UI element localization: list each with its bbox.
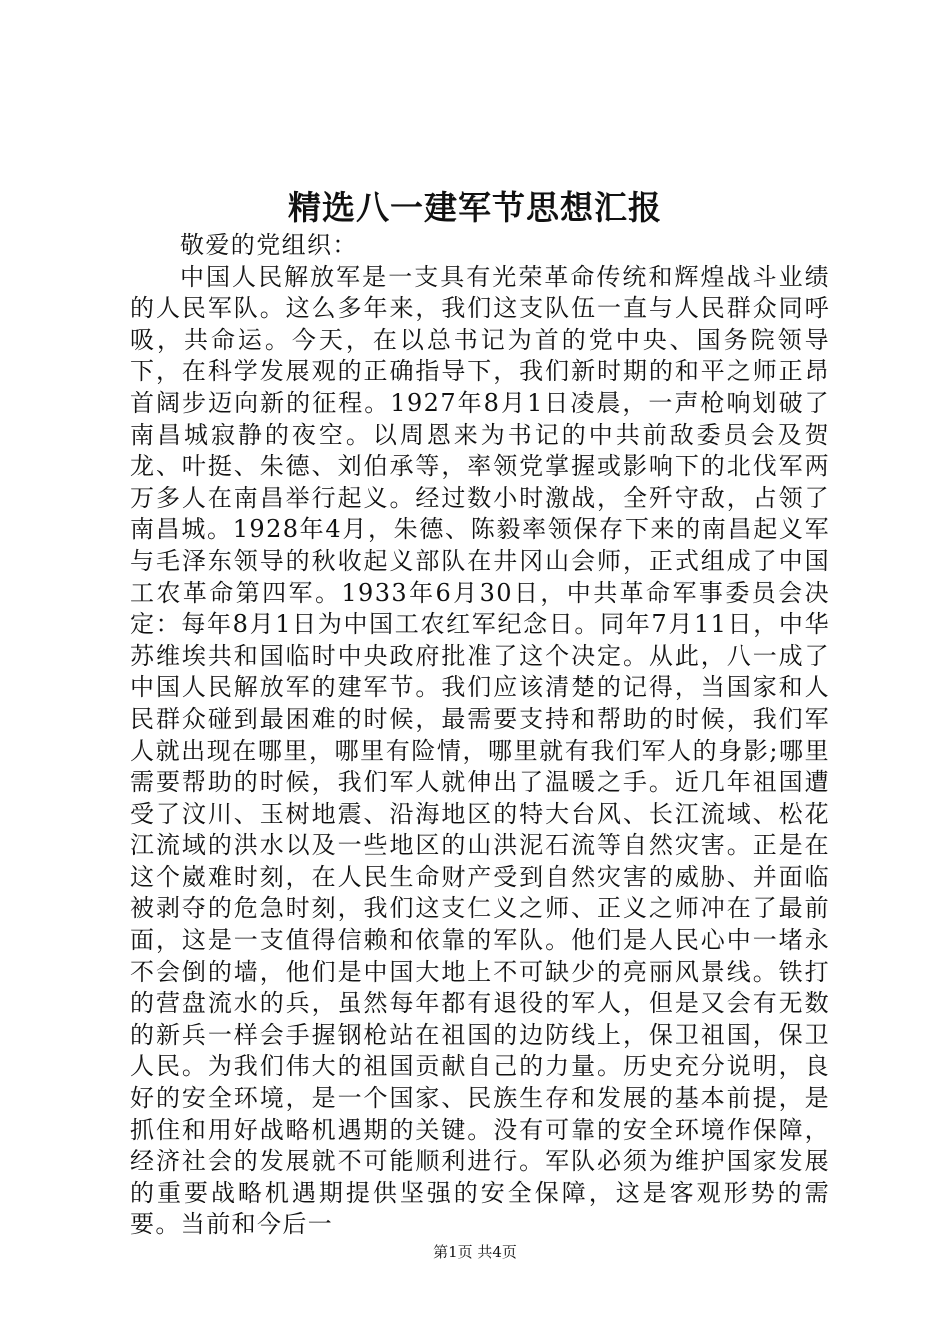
document-body [130,230,830,1241]
page-footer: 第1页 共4页 [433,1243,517,1261]
document-title: 精选八一建军节思想汇报 [288,188,662,227]
salutation: 敬爱的党组织： [180,231,358,259]
body-paragraph: 中国人民解放军是一支具有光荣革命传统和辉煌战斗业绩的人民军队。这么多年来，我们这支队伍一直与人民群众同呼吸，共命运。今天，在以总书记为首的党中央、国务院领导下，在科学发展观的正确指导下，我们新时期的和平之师正昂首阔步迈向新的征程。1927年8月1日凌晨，一声枪响划破了南昌城寂静的夜空。以周恩来为书记的中共前敌委员会及贺龙、叶挺、朱德、刘伯承等，率领党掌握或影响下的北伐军两万多人在南昌举行起义。经过数小时激战，全歼守敌，占领了南昌城。1928年4月，朱德、陈毅率领保存下来的南昌起义军与毛泽东领导的秋收起义部队在井冈山会师，正式组成了中国工农革命第四军。1933年6月30日，中共革命军事委员会决定：每年8月1日为中国工农红军纪念日。同年7月11日，中华苏维埃共和国临时中央政府批准了这个决定。从此，八一成了中国人民解放军的建军节。我们应该清楚的记得，当国家和人民群众碰到最困难的时候，最需要支持和帮助的时候，我们军人就出现在哪里，哪里有险情，哪里就有我们军人的身影;哪里需要帮助的时候，我们军人就伸出了温暖之手。近几年祖国遭受了汶川、玉树地震、沿海地区的特大台风、长江流域、松花江流域的洪水以及一些地区的山洪泥石流等自然灾害。正是在这个崴难时刻，在人民生命财产受到自然灾害的威胁、并面临被剥夺的危急时刻，我们这支仁义之师、正义之师冲在了最前面，这是一支值得信赖和依靠的军队。他们是人民心中一堵永不会倒的墙，他们是中国大地上不可缺少的亮丽风景线。铁打的营盘流水的兵，虽然每年都有退役的军人，但是又会有无数的新兵一样会手握钢枪站在祖国的边防线上，保卫祖国，保卫人民。为我们伟大的祖国贡献自己的力量。历史充分说明，良好的安全环境，是一个国家、民族生存和发展的基本前提，是抓住和用好战略机遇期的关键。没有可靠的安全环境作保障，经济社会的发展就不可能顺利进行。军队必须为维护国家发展的重要战略机遇期提供坚强的安全保障，这是客观形势的需要。当前和今后一 [130,262,830,1239]
